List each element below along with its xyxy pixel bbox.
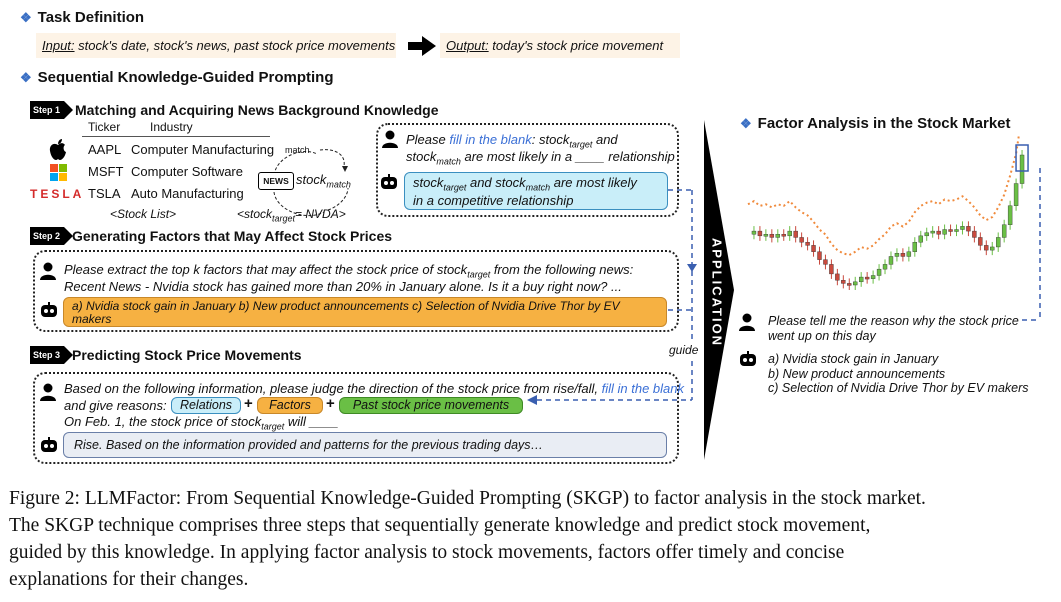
candle-body — [859, 277, 863, 282]
diamond-icon: ❖ — [20, 70, 32, 85]
candle-body — [752, 231, 756, 234]
output-label: Output: — [446, 38, 489, 53]
step2-title: Generating Factors that May Affect Stock Prices — [72, 228, 393, 244]
caption-line3: guided by this knowledge. In applying factor analysis to stock movements, factors offer timely and concise — [9, 542, 845, 563]
candle-body — [966, 226, 970, 231]
stock-match-label: stock$_{match}$ — [296, 172, 351, 190]
task-definition-title: ❖ Task Definition — [20, 9, 145, 26]
factor-answers — [768, 352, 1029, 396]
candle-body — [776, 234, 780, 237]
user-icon — [40, 262, 56, 280]
candle-body — [788, 231, 792, 236]
candle-body — [865, 277, 869, 279]
caption-line4: explanations for their changes. — [9, 569, 249, 590]
industry-tsla: Auto Manufacturing — [131, 186, 244, 201]
candle-body — [871, 275, 875, 278]
step2-tag: Step 2 — [30, 227, 64, 245]
ticker-tsla: TSLA — [88, 186, 121, 201]
step1-title: Matching and Acquiring News Background Knowledge — [75, 102, 439, 118]
step3-title: Predicting Stock Price Movements — [72, 347, 302, 363]
tesla-logo-icon: TESLA — [30, 187, 85, 201]
figure-caption — [9, 485, 926, 593]
robot-icon — [40, 437, 58, 453]
factor-question: Please tell me the reason why the stock price went up on this day — [768, 314, 1019, 343]
step1-question-line2: stock$_{match}$ are most likely in a ____ relationship — [406, 149, 675, 167]
step3-question-line1: Based on the following information, please judge the direction of the stock price from rise/fall, fill in the blank — [64, 381, 685, 396]
step3-tag: Step 3 — [30, 346, 64, 364]
candle-body — [835, 274, 839, 280]
user-icon — [40, 383, 56, 401]
user-icon — [739, 313, 755, 331]
candle-body — [889, 256, 893, 264]
candle-body — [817, 252, 821, 260]
candle-body — [764, 234, 768, 236]
candle-body — [984, 245, 988, 250]
user-icon — [382, 130, 398, 148]
past-movements-pill: Past stock price movements — [339, 397, 523, 414]
input-text: stock's date, stock's news, past stock price movements — [78, 38, 396, 53]
ticker-header: Ticker — [88, 120, 121, 134]
candle-body — [1008, 206, 1012, 225]
candle-body — [1002, 225, 1006, 238]
candle-body — [853, 282, 857, 285]
guide-arrow — [525, 393, 695, 409]
industry-aapl: Computer Manufacturing — [131, 142, 275, 157]
robot-icon — [40, 302, 58, 318]
candle-body — [758, 231, 762, 236]
step1-question-line1: Please fill in the blank: stock$_{target}$ and — [406, 132, 618, 150]
ticker-aapl: AAPL — [88, 142, 122, 157]
candle-body — [919, 236, 923, 242]
step3-question-line3: On Feb. 1, the stock price of stock$_{target}$ will ____ — [64, 414, 339, 432]
candle-body — [960, 226, 964, 229]
guide-label: guide — [669, 343, 699, 357]
candle-body — [782, 234, 786, 236]
step3-answer: Rise. Based on the information provided and patterns for the previous trading days… — [63, 432, 667, 458]
input-label: Input: — [42, 38, 75, 53]
candle-body — [883, 264, 887, 269]
plus-sign: + — [244, 395, 253, 412]
candle-body — [841, 280, 845, 283]
candle-body — [800, 237, 804, 242]
robot-icon — [380, 174, 398, 190]
candle-body — [829, 264, 833, 274]
table-rule — [82, 136, 270, 137]
candle-body — [806, 242, 810, 245]
apple-logo-icon — [48, 139, 68, 161]
candle-body — [907, 252, 911, 257]
guide-connectors — [660, 180, 708, 410]
diamond-icon: ❖ — [20, 10, 32, 25]
plus-sign: + — [326, 395, 335, 412]
candle-body — [901, 253, 905, 256]
candle-body — [955, 230, 959, 232]
step1-tag: Step 1 — [30, 101, 64, 119]
candle-body — [877, 269, 881, 275]
factor-analysis-title: ❖ Factor Analysis in the Stock Market — [740, 115, 1011, 132]
industry-header: Industry — [150, 120, 193, 134]
candle-body — [996, 237, 1000, 247]
step2-question-line2: Recent News - Nvidia stock has gained more than 20% in January alone. Is it a buy right now? ... — [64, 279, 622, 294]
candle-body — [812, 245, 816, 251]
candle-body — [943, 230, 947, 235]
step2-question-line1: Please extract the top k factors that may affect the stock price of stock$_{target}$ from the following news: — [64, 262, 634, 280]
factor-answer-a: a) Nvidia stock gain in January — [768, 352, 939, 366]
output-box — [440, 33, 680, 58]
candle-body — [770, 234, 774, 237]
microsoft-logo-icon — [50, 164, 68, 182]
factors-pill: Factors — [257, 397, 323, 414]
candle-body — [847, 283, 851, 285]
stock-price-chart — [740, 135, 1056, 305]
caption-line1: Figure 2: LLMFactor: From Sequential Knowledge-Guided Prompting (SKGP) to factor analysis in the stock market. — [9, 488, 926, 509]
step1-answer: stock$_{target}$ and stock$_{match}$ are most likely in a competitive relationship — [404, 172, 668, 210]
candle-body — [949, 230, 953, 232]
candle-body — [931, 231, 935, 233]
ticker-msft: MSFT — [88, 164, 124, 179]
input-box — [36, 33, 396, 58]
candle-body — [794, 231, 798, 237]
trend-line — [748, 135, 1022, 255]
factor-answer-c: c) Selection of Nvidia Drive Thor by EV makers — [768, 381, 1029, 395]
question-pointer — [1018, 148, 1048, 328]
candle-body — [972, 231, 976, 237]
factor-answer-b: b) New product announcements — [768, 366, 946, 381]
right-arrow-icon — [408, 36, 436, 56]
output-text: today's stock price movement — [492, 38, 664, 53]
candle-body — [895, 253, 899, 256]
industry-msft: Computer Software — [131, 164, 243, 179]
robot-icon — [739, 351, 757, 367]
candle-body — [937, 231, 941, 234]
application-label: APPLICATION — [709, 237, 725, 348]
candle-body — [990, 247, 994, 250]
candle-body — [913, 242, 917, 252]
candle-body — [925, 233, 929, 236]
step3-question-line2: and give reasons: — [64, 398, 167, 413]
news-icon: NEWS — [258, 172, 294, 190]
step2-answer: a) Nvidia stock gain in January b) New product announcements c) Selection of Nvidia Drive Thor by EV makers — [63, 297, 667, 327]
diamond-icon: ❖ — [740, 116, 752, 131]
relations-pill: Relations — [171, 397, 241, 414]
stock-target-equals: <stock$_{target}$= NVDA> — [237, 207, 346, 224]
skgp-title: ❖ Sequential Knowledge-Guided Prompting — [20, 69, 334, 86]
stock-list-label: <Stock List> — [110, 207, 177, 221]
candle-body — [978, 237, 982, 245]
caption-line2: The SKGP technique comprises three steps that sequentially generate knowledge and predict stock movement, — [9, 515, 871, 536]
match-label: match — [285, 145, 310, 155]
candle-body — [823, 260, 827, 265]
